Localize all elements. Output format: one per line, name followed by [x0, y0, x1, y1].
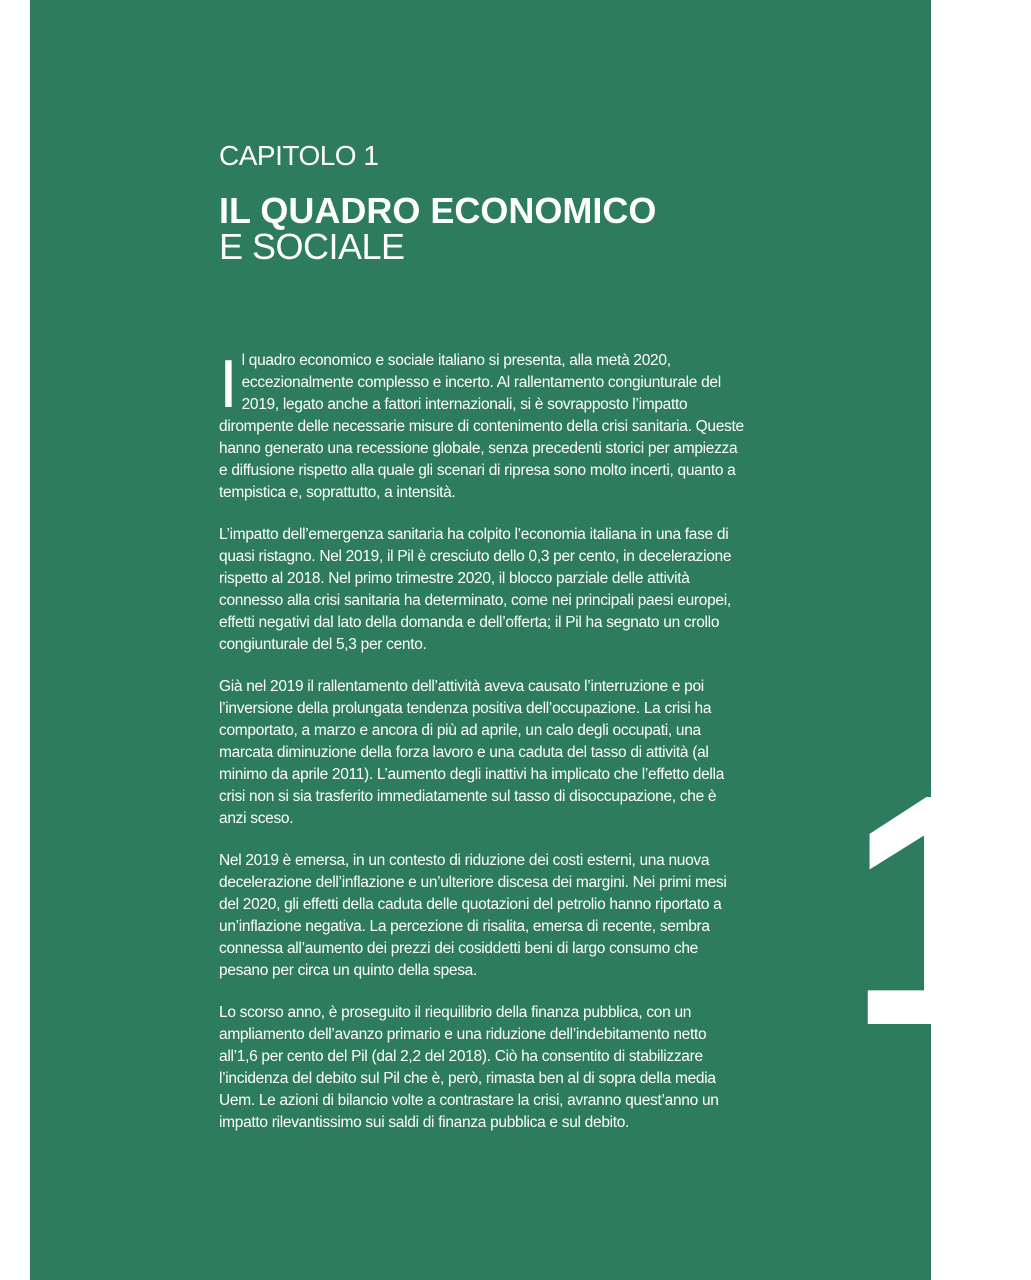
- chapter-title-bold: IL QUADRO ECONOMICO: [219, 190, 657, 231]
- chapter-title-light: E SOCIALE: [219, 226, 405, 267]
- drop-cap: I: [219, 346, 238, 422]
- chapter-number: 1: [847, 725, 1031, 1094]
- paragraph-1-text: l quadro economico e sociale italiano si presenta, alla metà 2020, eccezionalmente complesso e incerto. Al rallentamento congiunturale del 2019, legato anche a fattori internazionali, si è sovrapposto l’impatto dirompente delle necessarie misure di contenimento della crisi sanitaria. Queste hanno generato una recessione globale, senza precedenti storici per ampiezza e diffusione rispetto alla quale gli scenari di ripresa sono molto incerti, quanto a tempistica e, soprattutto, a intensità.: [219, 352, 744, 501]
- chapter-label: CAPITOLO 1: [219, 140, 379, 171]
- paragraph-4: Nel 2019 è emersa, in un contesto di riduzione dei costi esterni, una nuova decelerazione dell’inflazione e un’ulteriore discesa dei margini. Nei primi mesi del 2020, gli effetti della caduta delle quotazioni del petrolio hanno riportato a un’inflazione negativa. La percezione di risalita, emersa di recente, sembra connessa all’aumento dei prezzi dei cosiddetti beni di largo consumo che pesano per circa un quinto della spesa.: [219, 852, 727, 979]
- paragraph-1: [219, 346, 744, 504]
- chapter-body: [219, 346, 744, 1154]
- chapter-page: [30, 0, 1031, 1280]
- paragraph-3: Già nel 2019 il rallentamento dell’attività aveva causato l’interruzione e poi l’inversione della prolungata tendenza positiva dell’occupazione. La crisi ha comportato, a marzo e ancora di più ad aprile, un calo degli occupati, una marcata diminuzione della forza lavoro e una caduta del tasso di attività (al minimo da aprile 2011). L’aumento degli inattivi ha implicato che l’effetto della crisi non si sia trasferito immediatamente sul tasso di disoccupazione, che è anzi sceso.: [219, 678, 725, 827]
- paragraph-5: Lo scorso anno, è proseguito il riequilibrio della finanza pubblica, con un ampliamento dell’avanzo primario e una riduzione dell’indebitamento netto all’1,6 per cento del Pil (dal 2,2 del 2018). Ciò ha consentito di stabilizzare l’incidenza del debito sul Pil che è, però, rimasta ben al di sopra della media Uem. Le azioni di bilancio volte a contrastare la crisi, avranno quest’anno un impatto rilevantissimo sui saldi di finanza pubblica e sul debito.: [219, 1004, 719, 1131]
- paragraph-2: L’impatto dell’emergenza sanitaria ha colpito l’economia italiana in una fase di quasi ristagno. Nel 2019, il Pil è cresciuto dello 0,3 per cento, in decelerazione rispetto al 2018. Nel primo trimestre 2020, il blocco parziale delle attività connesso alla crisi sanitaria ha determinato, come nei principali paesi europei, effetti negativi dal lato della domanda e dell’offerta; il Pil ha segnato un crollo congiunturale del 5,3 per cento.: [219, 526, 732, 653]
- chapter-title: [219, 190, 657, 267]
